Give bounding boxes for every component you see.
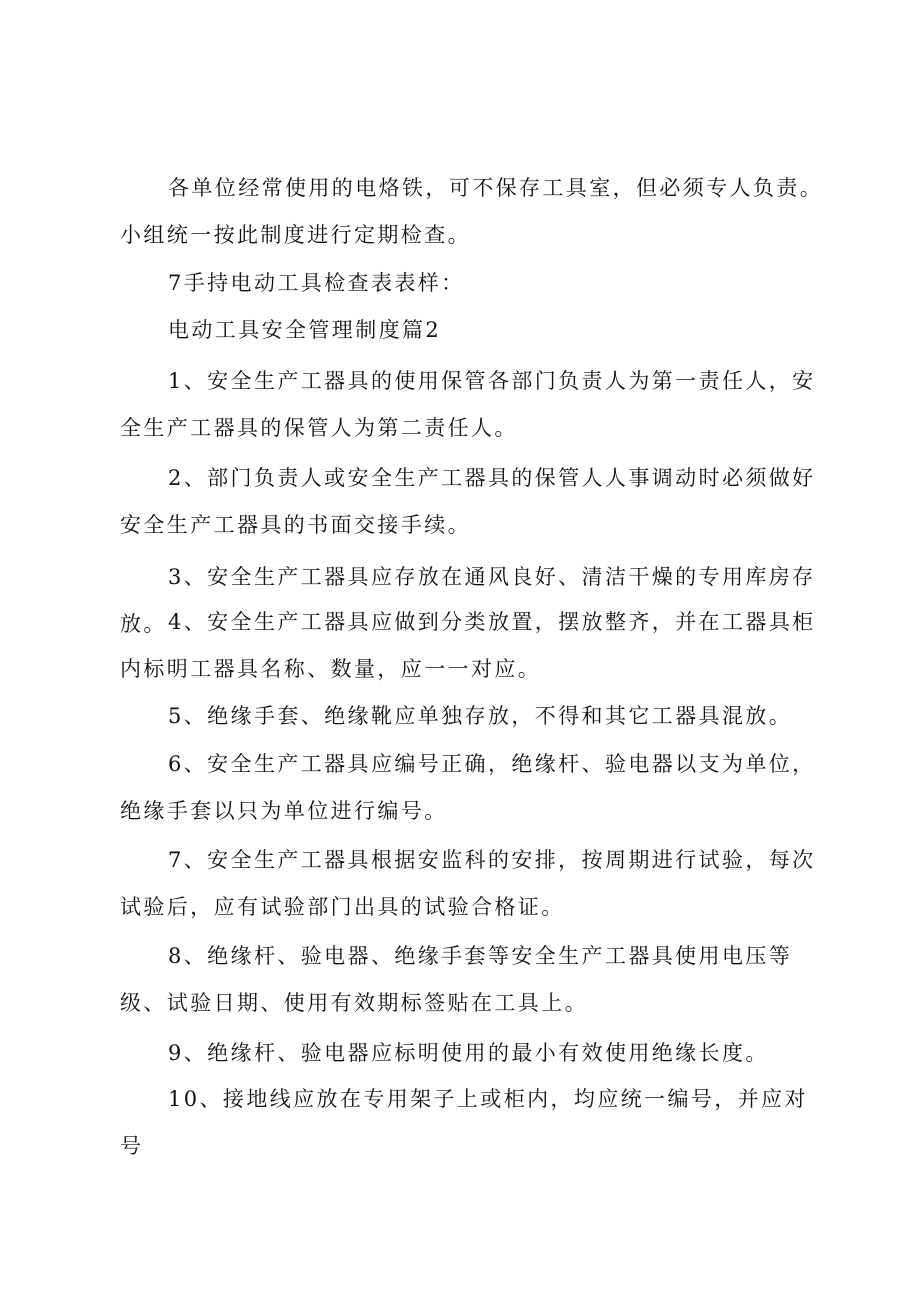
paragraph-soldering-iron: 各单位经常使用的电烙铁，可不保存工具室，但必须专人负责。 — [168, 176, 824, 200]
list-item-2: 2、部门负责人或安全生产工器具的保管人人事调动时必须做好安全生产工器具的书面交接手续。 — [120, 466, 816, 537]
list-item-7: 7、安全生产工器具根据安监科的安排，按周期进行试验，每次试验后，应有试验部门出具的试验合格证。 — [120, 848, 816, 919]
list-item-10: 10、接地线应放在专用架子上或柜内，均应统一编号，并应对号 — [120, 1087, 808, 1158]
list-item-4: 4、安全生产工器具应做到分类放置，摆放整齐，并在工器具柜内标明工器具名称、数量，应一一对应。 — [120, 610, 816, 681]
list-item-5: 5、绝缘手套、绝缘靴应单独存放，不得和其它工器具混放。 — [168, 704, 793, 728]
list-item-6: 6、安全生产工器具应编号正确，绝缘杆、验电器以支为单位，绝缘手套以只为单位进行编号。 — [120, 752, 816, 823]
paragraph-periodic-check: 小组统一按此制度进行定期检查。 — [120, 223, 471, 247]
section-heading: 电动工具安全管理制度篇2 — [168, 318, 442, 342]
paragraph-table-sample: 7手持电动工具检查表表样： — [168, 271, 465, 295]
list-item-1: 1、安全生产工器具的使用保管各部门负责人为第一责任人，安全生产工器具的保管人为第二责任人。 — [120, 369, 816, 440]
list-item-9: 9、绝缘杆、验电器应标明使用的最小有效使用绝缘长度。 — [168, 1041, 769, 1065]
list-item-8: 8、绝缘杆、验电器、绝缘手套等安全生产工器具使用电压等级、试验日期、使用有效期标签贴在工具上。 — [120, 944, 793, 1015]
list-item-3: 3、安全生产工器具应存放在通风良好、清洁干燥的专用库房存放。 — [120, 565, 816, 636]
